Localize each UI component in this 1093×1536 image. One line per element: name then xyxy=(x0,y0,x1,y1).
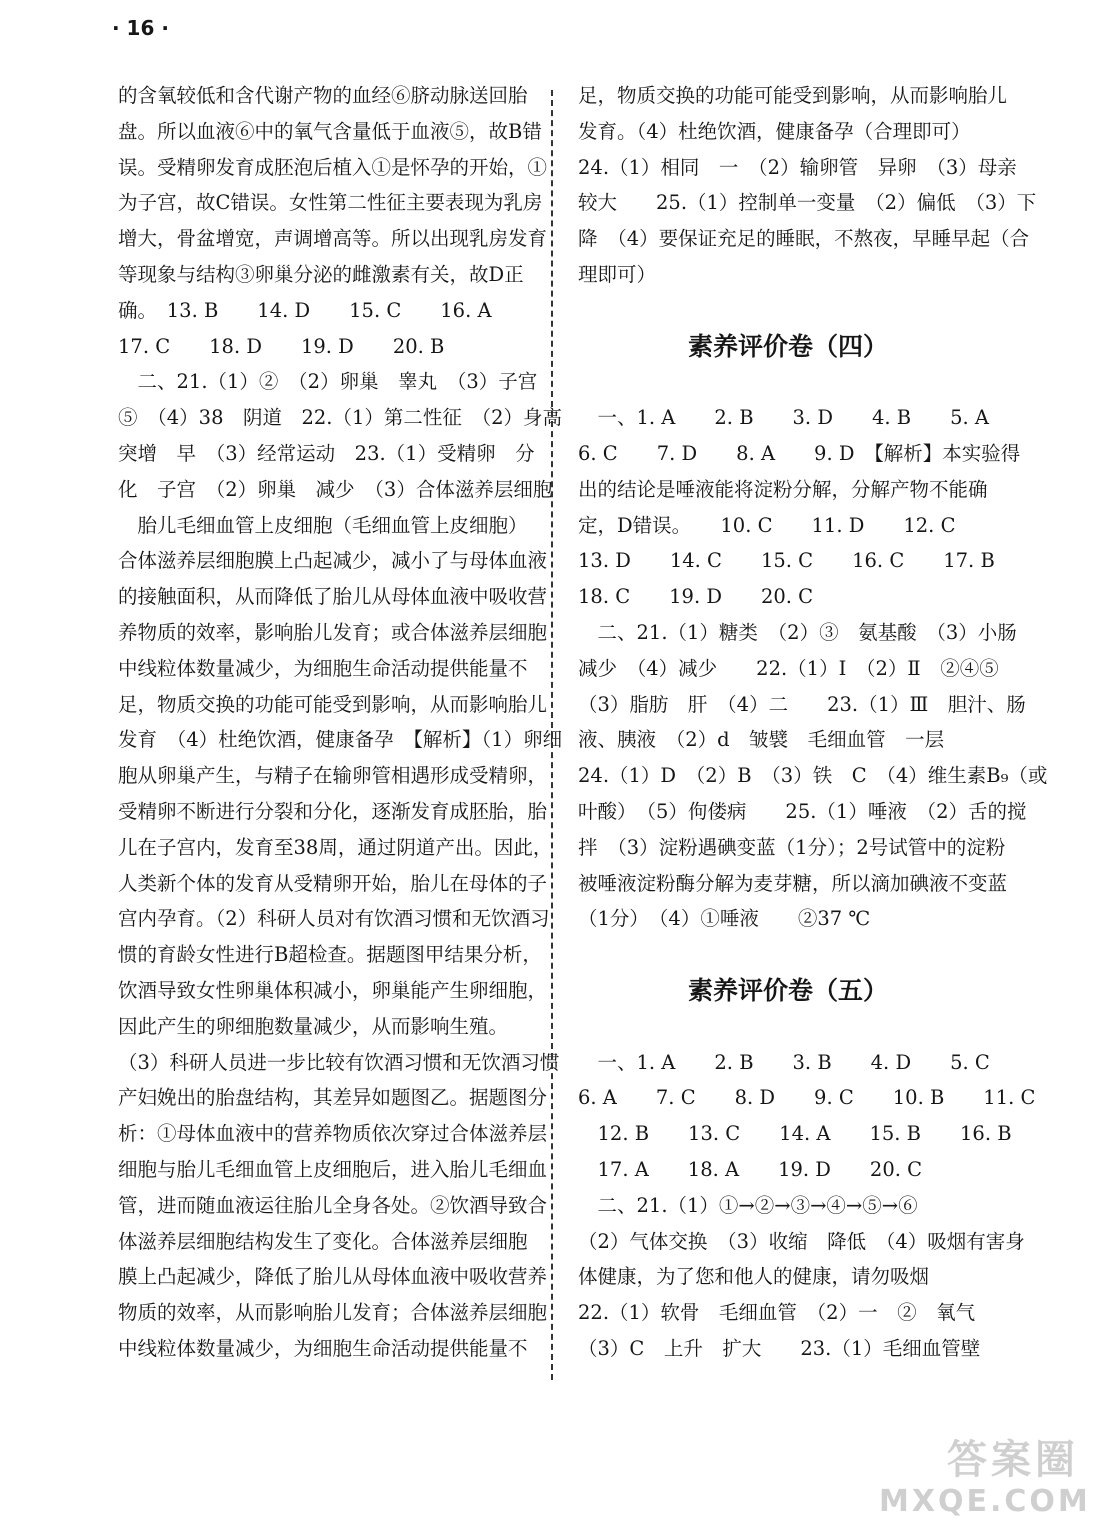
text-line: 足，物质交换的功能可能受到影响，从而影响胎儿 xyxy=(118,692,548,716)
left-column xyxy=(118,78,563,1367)
text-line: 化 子宫 （2）卵巢 减少 （3）合体滋养层细胞 xyxy=(118,477,553,501)
answer-line: 出的结论是唾液能将淀粉分解，分解产物不能确 xyxy=(578,477,988,501)
section-5-answers xyxy=(578,1045,1036,1367)
text-line: 较大 25.（1）控制单一变量 （2）偏低 （3）下 xyxy=(578,191,1037,215)
answer-line: （3）C 上升 扩大 23.（1）毛细血管壁 xyxy=(578,1336,981,1360)
answer-line: 6. C 7. D 8. A 9. D 【解析】本实验得 xyxy=(578,441,1021,465)
answer-line: 拌 （3）淀粉遇碘变蓝（1分）；2号试管中的淀粉 xyxy=(578,835,1006,859)
answer-line: （2）气体交换 （3）收缩 降低 （4）吸烟有害身 xyxy=(578,1229,1025,1253)
text-line: 析：①母体血液中的营养物质依次穿过合体滋养层 xyxy=(118,1122,548,1146)
answer-line: 一、1. A 2. B 3. B 4. D 5. C xyxy=(578,1050,990,1074)
text-line: 受精卵不断进行分裂和分化，逐渐发育成胚胎，胎 xyxy=(118,799,548,823)
text-line: 中线粒体数量减少，为细胞生命活动提供能量不 xyxy=(118,656,528,680)
text-line: 误。受精卵发育成胚泡后植入①是怀孕的开始，① xyxy=(118,155,548,179)
text-line: 细胞与胎儿毛细血管上皮细胞后，进入胎儿毛细血 xyxy=(118,1157,548,1181)
answer-line: 二、21.（1）糖类 （2）③ 氨基酸 （3）小肠 xyxy=(578,620,1017,644)
text-line: ⑤ （4）38 阴道 22.（1）第二性征 （2）身高 xyxy=(118,406,563,430)
text-line: 儿在子宫内，发育至38周，通过阴道产出。因此， xyxy=(118,835,553,859)
text-line: 人类新个体的发育从受精卵开始，胎儿在母体的子 xyxy=(118,871,548,895)
text-line: 的含氧较低和含代谢产物的血经⑥脐动脉送回胎 xyxy=(118,84,528,107)
text-line: 惯的育龄女性进行B超检查。据题图甲结果分析， xyxy=(118,943,542,967)
answer-line: （3）脂肪 肝 （4）二 23.（1）Ⅲ 胆汁、肠 xyxy=(578,692,1026,716)
watermark-bottom-text: MXQE.COM xyxy=(879,1484,1091,1519)
text-line: 物质的效率，从而影响胎儿发育；合体滋养层细胞 xyxy=(118,1301,548,1325)
right-column xyxy=(578,78,1048,1367)
text-line: 体滋养层细胞结构发生了变化。合体滋养层细胞 xyxy=(118,1229,528,1253)
text-line: 增大，骨盆增宽，声调增高等。所以出现乳房发育 xyxy=(118,227,548,251)
answer-line: 减少 （4）减少 22.（1）Ⅰ （2）Ⅱ ②④⑤ xyxy=(578,656,999,680)
text-line: 盘。所以血液⑥中的氧气含量低于血液⑤，故B错 xyxy=(118,119,542,143)
answer-line: 叶酸） （5）佝偻病 25.（1）唾液 （2）舌的搅 xyxy=(578,799,1027,823)
answer-line: 6. A 7. C 8. D 9. C 10. B 11. C xyxy=(578,1086,1036,1110)
watermark-logo xyxy=(879,1436,1091,1528)
right-column-continuation xyxy=(578,78,1037,293)
text-line: 产妇娩出的胎盘结构，其差异如题图乙。据题图分 xyxy=(118,1086,548,1110)
text-line: 二、21.（1）② （2）卵巢 睾丸 （3）子宫 xyxy=(118,370,538,394)
text-line: 发育。（4）杜绝饮酒，健康备孕（合理即可） xyxy=(578,119,971,143)
text-line: 胎儿毛细血管上皮细胞（毛细血管上皮细胞） xyxy=(118,513,528,537)
answer-line: 二、21.（1）①→②→③→④→⑤→⑥ xyxy=(578,1193,918,1217)
text-line: 宫内孕育。（2）科研人员对有饮酒习惯和无饮酒习 xyxy=(118,907,550,931)
text-line: 中线粒体数量减少，为细胞生命活动提供能量不 xyxy=(118,1336,528,1360)
spacer xyxy=(578,937,978,973)
text-line: 养物质的效率，影响胎儿发育；或合体滋养层细胞 xyxy=(118,620,548,644)
answer-line: （1分） （4）①唾液 ②37 ℃ xyxy=(578,907,871,931)
answer-line: 24.（1）D （2）B （3）铁 C （4）维生素B₉（或 xyxy=(578,764,1048,788)
answer-line: 定，D错误。 10. C 11. D 12. C xyxy=(578,513,956,537)
answer-line: 液、胰液 （2）d 皱襞 毛细血管 一层 xyxy=(578,728,945,752)
text-line: 的接触面积，从而降低了胎儿从母体血液中吸收营 xyxy=(118,585,548,609)
text-line: 确。 13. B 14. D 15. C 16. A xyxy=(118,298,492,322)
text-line: 等现象与结构③卵巢分泌的雌激素有关，故D正 xyxy=(118,262,524,286)
text-line: 发育 （4）杜绝饮酒，健康备孕 【解析】（1）卵细 xyxy=(118,728,563,752)
section-4-answers xyxy=(578,400,1048,937)
answer-line: 18. C 19. D 20. C xyxy=(578,585,814,609)
text-line: 理即可） xyxy=(578,262,657,286)
text-line: 管，进而随血液运往胎儿全身各处。②饮酒导致合 xyxy=(118,1193,548,1217)
answer-line: 22.（1）软骨 毛细血管 （2）一 ② 氧气 xyxy=(578,1301,976,1325)
text-line: 降 （4）要保证充足的睡眠，不熬夜，早睡早起（合 xyxy=(578,227,1030,251)
spacer xyxy=(578,1009,978,1045)
answer-line: 13. D 14. C 15. C 16. C 17. B xyxy=(578,549,995,573)
section-title-4: 素养评价卷（四） xyxy=(687,331,888,361)
answer-line: 一、1. A 2. B 3. D 4. B 5. A xyxy=(578,406,989,430)
text-line: 饮酒导致女性卵巢体积减小，卵巢能产生卵细胞， xyxy=(118,978,548,1002)
text-line: 膜上凸起减少，降低了胎儿从母体血液中吸收营养 xyxy=(118,1265,548,1289)
text-line: 足，物质交换的功能可能受到影响，从而影响胎儿 xyxy=(578,84,1008,107)
text-line: 胞从卵巢产生，与精子在输卵管相遇形成受精卵， xyxy=(118,764,548,788)
text-line: 24.（1）相同 一 （2）输卵管 异卵 （3）母亲 xyxy=(578,155,1017,179)
text-line: 合体滋养层细胞膜上凸起减少，减小了与母体血液 xyxy=(118,549,548,573)
answer-line: 体健康，为了您和他人的健康，请勿吸烟 xyxy=(578,1265,930,1289)
column-divider xyxy=(551,90,553,1380)
text-line: 为子宫，故C错误。女性第二性征主要表现为乳房 xyxy=(118,191,543,215)
answer-line: 被唾液淀粉酶分解为麦芽糖，所以滴加碘液不变蓝 xyxy=(578,871,1008,895)
watermark-top-text: 答案圈 xyxy=(947,1437,1079,1483)
text-line: （3）科研人员进一步比较有饮酒习惯和无饮酒习惯 xyxy=(118,1050,560,1074)
text-line: 因此产生的卵细胞数量减少，从而影响生殖。 xyxy=(118,1014,509,1038)
page-number: · 16 · xyxy=(112,16,169,40)
text-line: 突增 早 （3）经常运动 23.（1）受精卵 分 xyxy=(118,441,535,465)
answer-line: 17. A 18. A 19. D 20. C xyxy=(578,1157,923,1181)
answer-line: 12. B 13. C 14. A 15. B 16. B xyxy=(578,1122,1012,1146)
section-title-5: 素养评价卷（五） xyxy=(687,975,888,1005)
spacer xyxy=(578,364,978,400)
spacer xyxy=(578,293,978,329)
text-line: 17. C 18. D 19. D 20. B xyxy=(118,334,445,358)
